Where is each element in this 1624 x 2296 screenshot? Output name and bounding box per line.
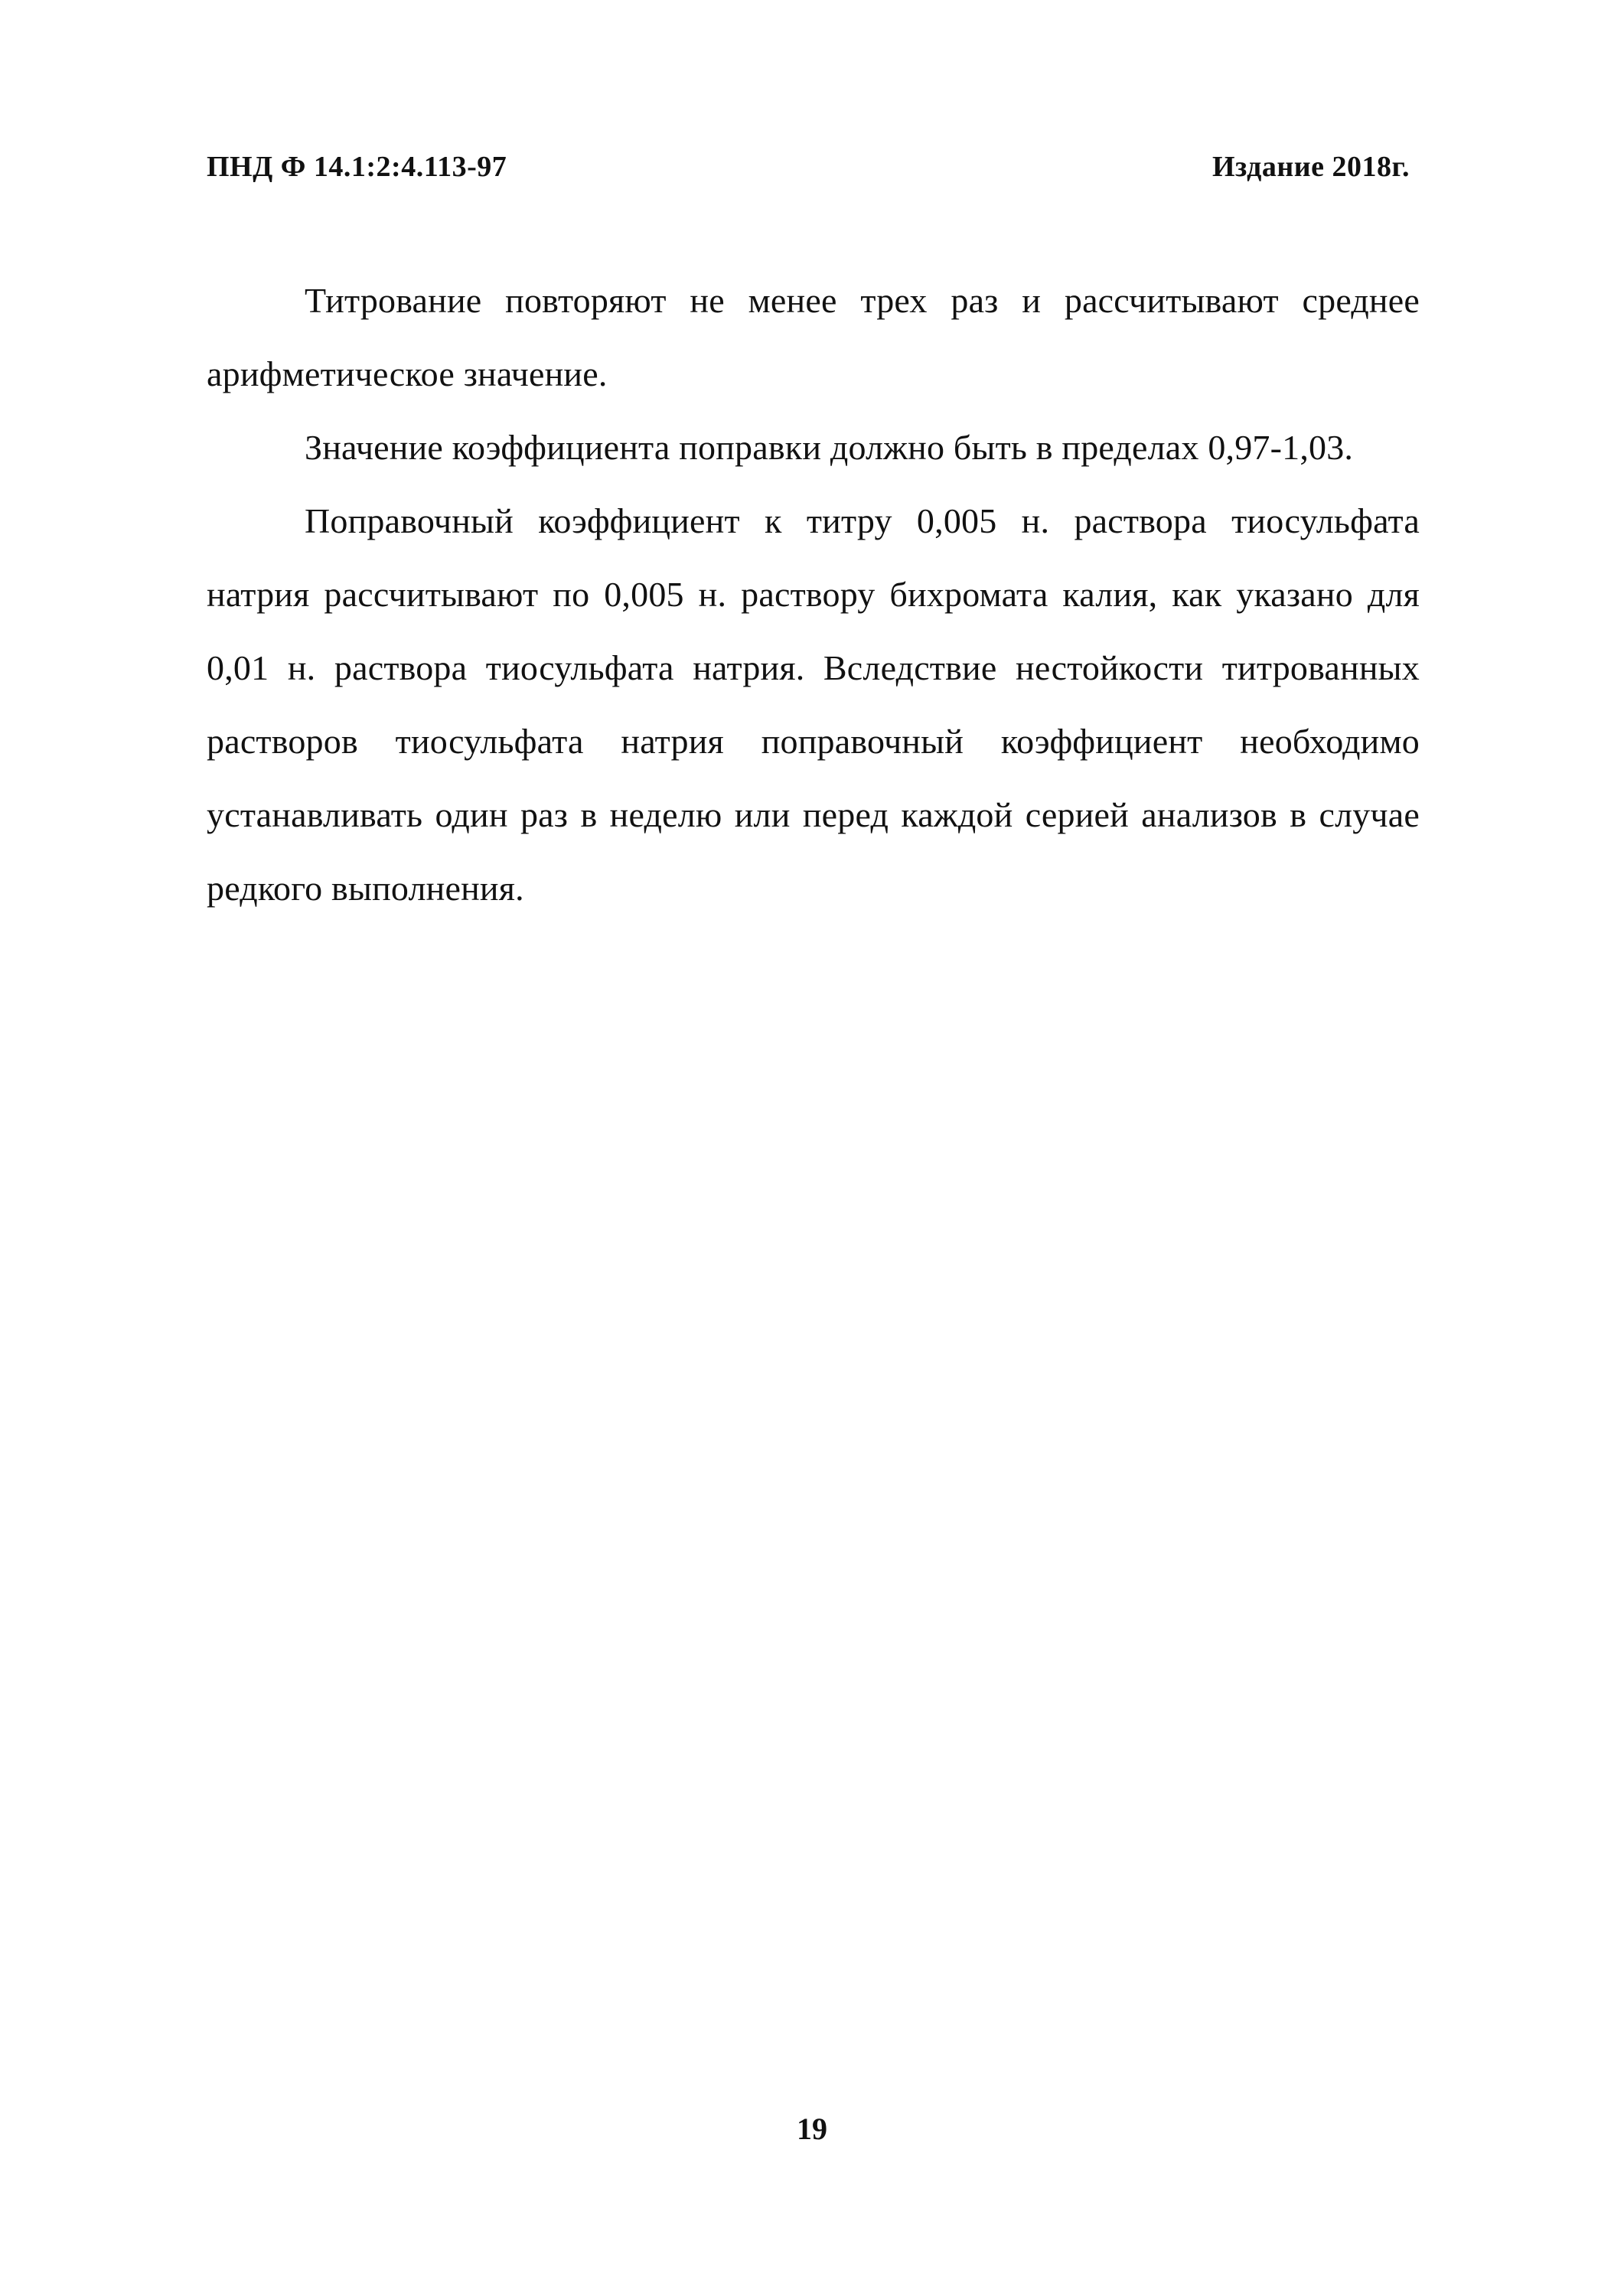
page-header: [207, 150, 1410, 188]
paragraph-correction-range: Значение коэффициента поправки должно быть в пределах 0,97-1,03.: [305, 428, 1354, 467]
document-code: ПНД Ф 14.1:2:4.113-97: [207, 151, 507, 183]
paragraph-titration-repeat: Титрование повторяют не менее трех раз и рассчитывают среднее арифметическое значение.: [207, 281, 1420, 393]
document-body: [207, 264, 1420, 925]
edition-label: Издание 2018г.: [1212, 151, 1410, 183]
page-number: 19: [797, 2112, 827, 2146]
paragraph-correction-coefficient: Поправочный коэффициент к титру 0,005 н. раствора тиосульфата натрия рассчитывают по 0,005 н. раствору бихромата калия, как указано для 0,01 н. раствора тиосульфата натрия. Вследствие нестойкости титрованных растворов тиосульфата натрия поправочный коэффициент необходимо устанавливать один раз в неделю или перед каждой серией анализов в случае редкого выполнения.: [207, 501, 1420, 908]
